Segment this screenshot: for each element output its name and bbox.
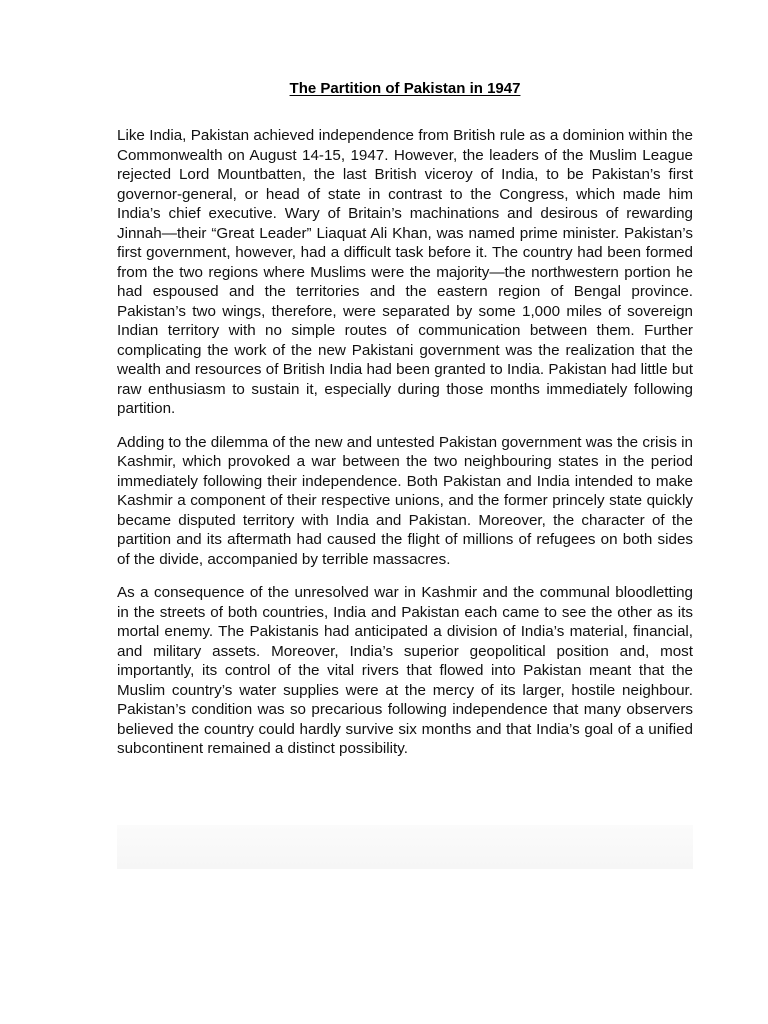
paragraph-3: As a consequence of the unresolved war in Kashmir and the communal bloodletting in the streets of both countries, India and Pakistan each came to see the other as its mortal enemy. The Pakistanis had anticipated a division of India’s material, financial, and military assets. Moreover, India’s superior geopolitical position and, most importantly, its control of the vital rivers that flowed into Pakistan meant that the Muslim country’s water supplies were at the mercy of its larger, hostile neighbour. Pakistan’s condition was so precarious following independence that many observers believed the country could hardly survive six months and that India’s goal of a unified subcontinent remained a distinct possibility. [117, 584, 693, 757]
paragraph-2: Adding to the dilemma of the new and untested Pakistan government was the crisis in Kashmir, which provoked a war between the two neighbouring states in the period immediately following their independence. Both Pakistan and India intended to make Kashmir a component of their respective unions, and the former princely state quickly became disputed territory with India and Pakistan. Moreover, the character of the partition and its aftermath had caused the flight of millions of refugees on both sides of the divide, accompanied by terrible massacres. [117, 433, 693, 568]
paragraph-1: Like India, Pakistan achieved independence from British rule as a dominion within the Commonwealth on August 14-15, 1947. However, the leaders of the Muslim League rejected Lord Mountbatten, the last British viceroy of India, to be Pakistan’s first governor-general, or head of state in contrast to the Congress, which made him India’s chief executive. Wary of Britain’s machinations and desirous of rewarding Jinnah—their “Great Leader” Liaquat Ali Khan, was named prime minister. Pakistan’s first government, however, had a difficult task before it. The country had been formed from the two regions where Muslims were the majority—the northwestern portion he had espoused and the territories and the eastern region of Bengal province. Pakistan’s two wings, therefore, were separated by some 1,000 miles of sovereign Indian territory with no simple routes of communication between them. Further complicating the work of the new Pakistani government was the realization that the wealth and resources of British India had been granted to India. Pakistan had little but raw enthusiasm to sustain it, especially during those months immediately following partition. [117, 127, 693, 417]
shaded-blank-area [117, 825, 693, 869]
document-body [117, 126, 693, 773]
document-title: The Partition of Pakistan in 1947 [289, 80, 521, 97]
